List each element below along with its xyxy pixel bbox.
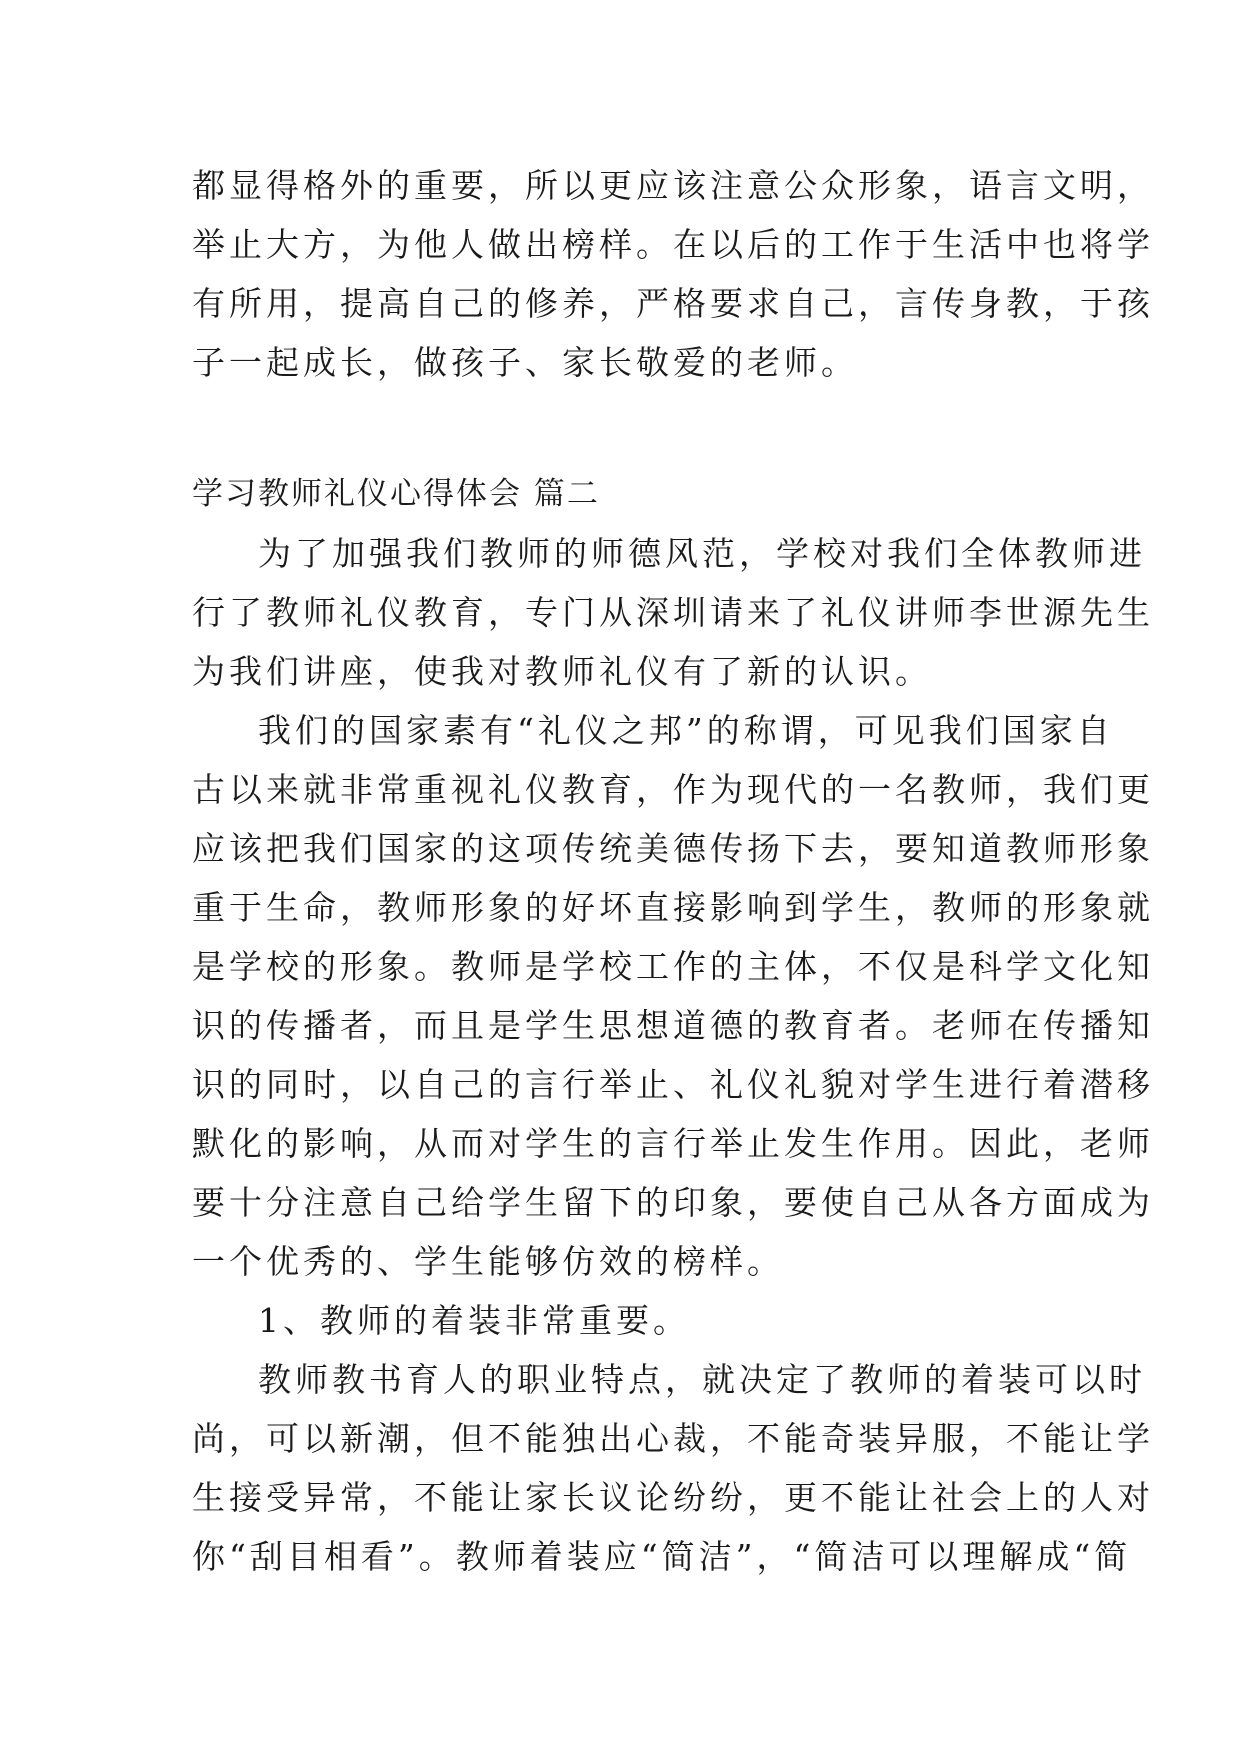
text-line: 一个优秀的、学生能够仿效的榜样。 — [192, 1242, 784, 1281]
text-line: 应该把我们国家的这项传统美德传扬下去，要知道教师形象 — [192, 829, 1154, 868]
text-line: 有所用，提高自己的修养，严格要求自己，言传身教，于孩 — [192, 284, 1154, 323]
text-line: 子一起成长，做孩子、家长敬爱的老师。 — [192, 343, 858, 382]
paragraph-continuation — [192, 156, 1154, 392]
text-line: 要十分注意自己给学生留下的印象，要使自己从各方面成为 — [192, 1183, 1154, 1222]
document-page — [192, 156, 1154, 1586]
paragraph-intro — [192, 524, 1154, 701]
text-line: 为了加强我们教师的师德风范，学校对我们全体教师进 — [258, 534, 1146, 573]
text-line: 行了教师礼仪教育，专门从深圳请来了礼仪讲师李世源先生 — [192, 593, 1154, 632]
text-line: 古以来就非常重视礼仪教育，作为现代的一名教师，我们更 — [192, 770, 1154, 809]
text-line: 是学校的形象。教师是学校工作的主体，不仅是科学文化知 — [192, 947, 1154, 986]
text-line: 我们的国家素有“礼仪之邦”的称谓，可见我们国家自 — [258, 711, 1114, 750]
section-gap — [192, 392, 1052, 465]
text-line: 为我们讲座，使我对教师礼仪有了新的认识。 — [192, 652, 932, 691]
text-line: 教师教书育人的职业特点，就决定了教师的着装可以时 — [258, 1360, 1146, 1399]
text-line: 尚，可以新潮，但不能独出心裁，不能奇装异服，不能让学 — [192, 1419, 1154, 1458]
paragraph-etiquette — [192, 701, 1154, 1291]
text-line: 默化的影响，从而对学生的言行举止发生作用。因此，老师 — [192, 1124, 1154, 1163]
text-line: 你“刮目相看”。教师着装应“简洁”，“简洁可以理解成“简 — [192, 1537, 1132, 1576]
text-line: 举止大方，为他人做出榜样。在以后的工作于生活中也将学 — [192, 225, 1154, 264]
text-line: 都显得格外的重要，所以更应该注意公众形象，语言文明， — [192, 166, 1154, 205]
paragraph-attire — [192, 1350, 1154, 1586]
section-heading: 学习教师礼仪心得体会 篇二 — [192, 476, 600, 512]
text-line: 重于生命，教师形象的好坏直接影响到学生，教师的形象就 — [192, 888, 1154, 927]
text-line: 识的传播者，而且是学生思想道德的教育者。老师在传播知 — [192, 1006, 1154, 1045]
numbered-point: 1、教师的着装非常重要。 — [258, 1301, 690, 1340]
text-line: 识的同时，以自己的言行举止、礼仪礼貌对学生进行着潜移 — [192, 1065, 1154, 1104]
text-line: 生接受异常，不能让家长议论纷纷，更不能让社会上的人对 — [192, 1478, 1154, 1517]
